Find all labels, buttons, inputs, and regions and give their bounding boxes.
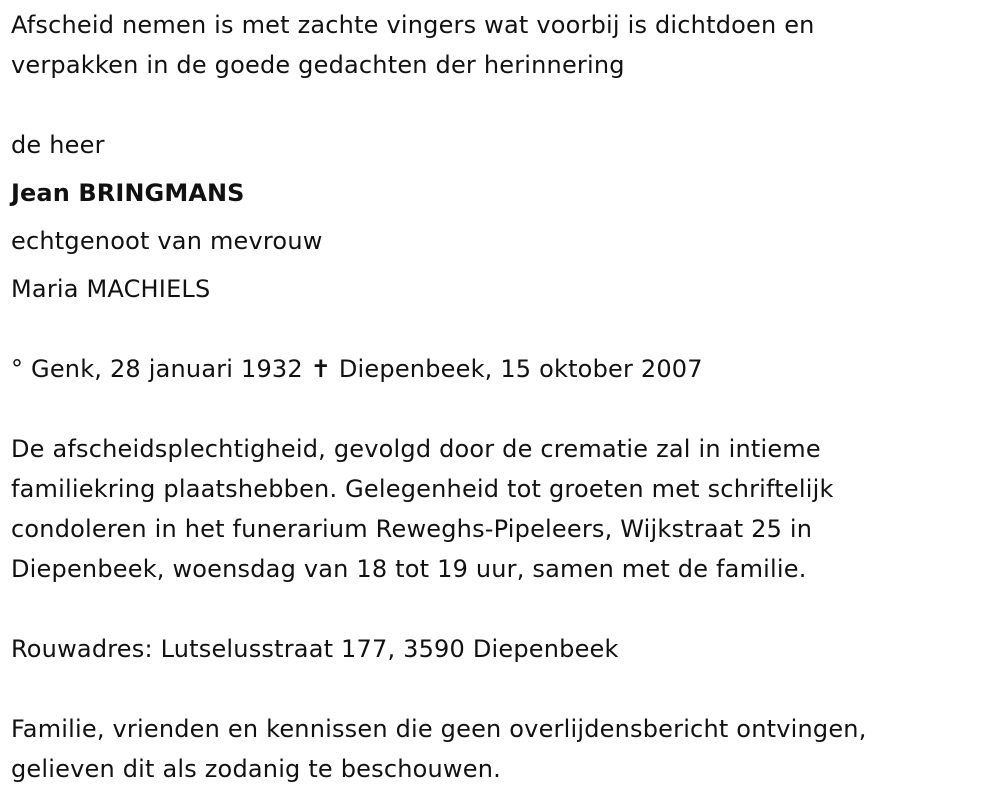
death-info: Diepenbeek, 15 oktober 2007: [338, 355, 703, 383]
ceremony-line-1: De afscheidsplechtigheid, gevolgd door de crematie zal in intieme: [11, 435, 821, 463]
spouse-name: Maria MACHIELS: [11, 275, 211, 303]
motto-line-1: Afscheid nemen is met zachte vingers wat voorbij is dichtdoen en: [11, 11, 815, 39]
mourning-address: Rouwadres: Lutselusstraat 177, 3590 Diepenbeek: [11, 635, 619, 663]
motto-line-2: verpakken in de goede gedachten der herinnering: [11, 51, 625, 79]
notice-line-1: Familie, vrienden en kennissen die geen overlijdensbericht ontvingen,: [11, 715, 867, 743]
notice-line-2: gelieven dit als zodanig te beschouwen.: [11, 755, 501, 783]
birth-info: ° Genk, 28 januari 1932: [11, 355, 303, 383]
life-dates: [11, 349, 703, 389]
ceremony-line-4: Diepenbeek, woensdag van 18 tot 19 uur, samen met de familie.: [11, 555, 807, 583]
death-cross-icon: ✝: [310, 355, 332, 383]
deceased-title: de heer: [11, 131, 105, 159]
deceased-name: Jean BRINGMANS: [11, 179, 245, 207]
ceremony-line-2: familiekring plaatshebben. Gelegenheid tot groeten met schriftelijk: [11, 475, 834, 503]
deceased-relation: echtgenoot van mevrouw: [11, 227, 323, 255]
ceremony-line-3: condoleren in het funerarium Reweghs-Pipeleers, Wijkstraat 25 in: [11, 515, 813, 543]
